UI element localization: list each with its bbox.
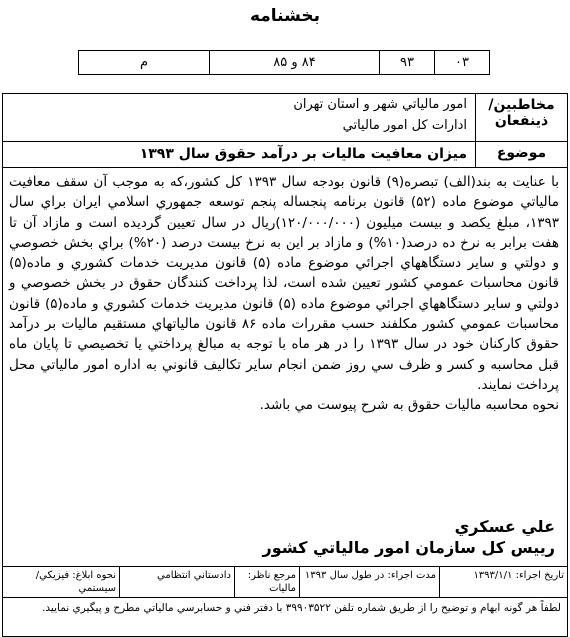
meta-row (3, 566, 567, 598)
ref-year: ۹۳ (379, 51, 434, 74)
body-closing: نحوه محاسبه ماليات حقوق به شرح پيوست مي باشد. (259, 397, 559, 414)
subject-label: موضوع (475, 142, 567, 167)
addressee-line-2: ادارات كل امور مالياتي (342, 118, 467, 133)
meta-supervisor: مرجع ناظر: ماليات (234, 567, 299, 597)
meta-notice: نحوه ابلاغ: فيزيكي/ سيستمي (35, 570, 116, 594)
reference-table (78, 50, 490, 75)
meta-issue-date: تاريخ اجراء: ۱۳۹۳/۱/۱ (439, 567, 567, 597)
footer-note: لطفاً هر گونه ابهام و توضيح را از طريق شماره تلفن ۳۹۹۰۳۵۲۲ با دفتر فني و حسابرسي مالياتي مطرح و پيگيري نماييد. (42, 602, 561, 614)
ref-number: ۰۳ (434, 51, 489, 74)
addressee-line-1: امور مالياتي شهر و استان تهران (293, 97, 467, 112)
body-paragraph: با عنايت به بند(الف) تبصره(۹) قانون بودجه سال ۱۳۹۳ كل كشور،كه به موجب آن سقف معافيت مالياتي موضوع ماده (۵۲) قانون برنامه پنجساله پنجم توسعه جمهوري اسلامي ايران براي سال ۱۳۹۳، مبلغ يكصد و بيست ميليون (۱۲۰/۰۰۰/۰۰۰)ريال در سال تعيين گرديده است و مازاد آن تا هفت برابر به نرخ ده درصد(۱۰%) و مازاد بر اين به نرخ بيست درصد (۲۰%) براي بخش خصوصي و دولتي و ساير دستگاههاي اجرائي موضوع ماده (۵) قانون مديريت خدمات كشوري و ماده(۵) قانون محاسبات عمومي كشور تعيين شده است، لذا پرداخت كنندگان حقوق در بخش خصوصي و دولتي و ساير دستگاههاي اجرائي موضوع ماده (۵) قانون مديريت خدمات كشوري و ماده(۵) قانون محاسبات عمومي كشور مكلفند حسب مقررات ماده ۸۶ قانون مالياتهاي مستقيم ماليات بر درآمد حقوق كاركنان خود در سال ۱۳۹۳ را در هر ماه با توجه به مبالغ پرداختي يا تخصيصي تا پايان ماه قبل محاسبه و كسر و ظرف سي روز ضمن انجام ساير تكاليف قانوني به اداره امور مالياتي محل پرداخت نمايند. (9, 174, 560, 393)
addressee-row (3, 94, 567, 142)
document-frame (2, 93, 568, 637)
document-title: بخشنامه (249, 6, 321, 26)
subject-row (3, 142, 567, 168)
signatory-name: علي عسكري (454, 517, 555, 536)
ref-pages: ۸۴ و ۸۵ (209, 51, 379, 74)
addressee-value (9, 94, 467, 136)
body-text (9, 172, 559, 416)
meta-duration: مدت اجراء: در طول سال ۱۳۹۳ (299, 567, 439, 597)
addressee-label: مخاطبين/ ذينفعان (475, 94, 567, 141)
signatory-title: رييس كل سازمان امور مالياتي كشور (262, 538, 555, 557)
meta-court: دادستاني انتظامي (119, 567, 234, 597)
ref-suffix: م (139, 55, 149, 70)
subject-text: ميزان معافيت ماليات بر درآمد حقوق سال ۱۳۹۳ (139, 146, 467, 162)
